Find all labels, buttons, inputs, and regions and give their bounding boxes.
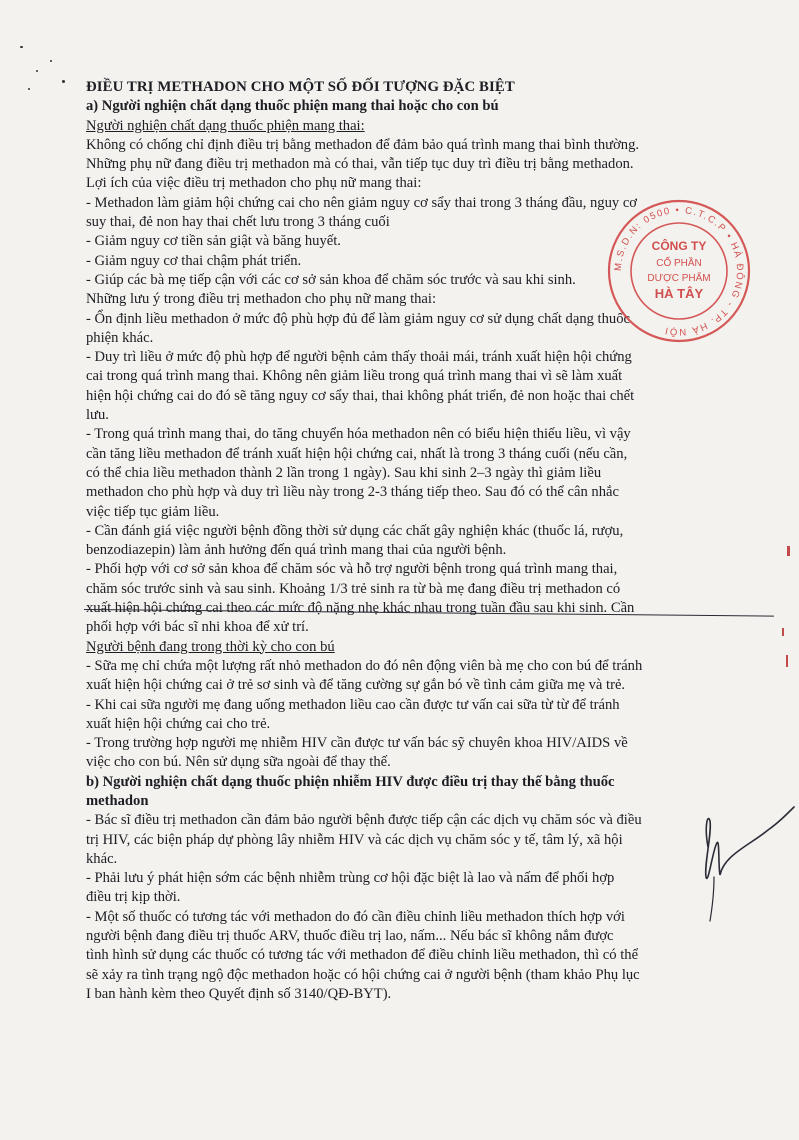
text-line: - Cần đánh giá việc người bệnh đồng thời sử dụng các chất gây nghiện khác (thuốc lá, rượu, — [86, 522, 624, 539]
seal-line-2: CỔ PHẦN — [656, 258, 702, 269]
text-line: xuất hiện hội chứng cai theo các mức độ nặng nhẹ khác nhau trong tuần đầu sau khi sinh. Cần — [86, 600, 635, 617]
section-a-subheading-pregnant: Người nghiện chất dạng thuốc phiện mang thai: — [86, 117, 365, 134]
section-a-subheading-breastfeeding: Người bệnh đang trong thời kỳ cho con bú — [86, 638, 335, 655]
text-line: Những phụ nữ đang điều trị methadon mà có thai, vẫn tiếp tục duy trì điều trị bằng methadon. — [86, 156, 634, 173]
svg-text:M.S.D.N: 0500 • C.T.C.P • HÀ Đ — [613, 205, 745, 337]
seal-ring-text: M.S.D.N: 0500 • C.T.C.P • HÀ ĐÔNG - TP. HÀ NỘI — [612, 204, 746, 338]
text-line: - Methadon làm giảm hội chứng cai cho nên giảm nguy cơ sẩy thai trong 3 tháng đầu, nguy cơ — [86, 194, 638, 211]
section-a-breastfeeding-text — [86, 657, 754, 773]
text-line: - Trong trường hợp người mẹ nhiễm HIV cần được tư vấn bác sỹ chuyên khoa HIV/AIDS về — [86, 735, 628, 752]
text-line: - Bác sĩ điều trị methadon cần đảm bảo người bệnh được tiếp cận các dịch vụ chăm sóc và điều — [86, 812, 642, 829]
document-title: ĐIỀU TRỊ METHADON CHO MỘT SỐ ĐỐI TƯỢNG ĐẶC BIỆT — [86, 79, 515, 95]
section-a-heading: a) Người nghiện chất dạng thuốc phiện mang thai hoặc cho con bú — [86, 98, 499, 115]
text-line: - Sữa mẹ chỉ chứa một lượng rất nhỏ methadon do đó nên động viên bà mẹ cho con bú để tránh — [86, 657, 643, 674]
text-line: xuất hiện hội chứng cai ở trẻ sơ sinh và để tăng cường sự gắn bó về tình cảm giữa mẹ và trẻ. — [86, 677, 626, 694]
seal-line-3: DƯỢC PHẨM — [647, 273, 711, 284]
text-line: - Khi cai sữa người mẹ đang uống methadon liều cao cần được tư vấn cai sữa từ từ để tránh — [86, 696, 620, 713]
text-line: - Ổn định liều methadon ở mức độ phù hợp đủ để làm giảm nguy cơ sử dụng chất dạng thuốc — [86, 310, 630, 327]
section-b-text — [86, 811, 754, 1004]
text-line: - Một số thuốc có tương tác với methadon do đó cần điều chỉnh liều methadon thích hợp với — [86, 908, 625, 925]
text-line: Không có chống chỉ định điều trị bằng methadon để đảm bảo quá trình mang thai bình thường. — [86, 136, 640, 153]
text-line: việc tiếp tục giảm liều. — [86, 503, 220, 520]
text-line: - Duy trì liều ở mức độ phù hợp để người bệnh cảm thấy thoải mái, tránh xuất hiện hội chứng — [86, 349, 632, 366]
text-line: - Giúp các bà mẹ tiếp cận với các cơ sở sản khoa để chăm sóc trước và sau khi sinh. — [86, 271, 576, 288]
text-line: trị HIV, các biện pháp dự phòng lây nhiễm HIV và các dịch vụ chăm sóc y tế, tâm lý, xã hội — [86, 831, 623, 848]
text-line: xuất hiện hội chứng cai cho trẻ. — [86, 715, 271, 732]
seal-line-1: CÔNG TY — [651, 239, 707, 253]
text-line: phối hợp với bác sĩ nhi khoa để xử trí. — [86, 619, 309, 636]
company-seal — [604, 196, 754, 346]
text-line: có thể chia liều methadon thành 2 lần trong 1 ngày). Sau khi sinh 2–3 ngày thì giảm liều — [86, 464, 602, 481]
margin-mark — [787, 546, 790, 556]
text-line: việc cho con bú. Nên sử dụng sữa ngoài để thay thế. — [86, 754, 391, 771]
scan-speck — [36, 70, 38, 72]
text-line: - Trong quá trình mang thai, do tăng chuyển hóa methadon nên có biểu hiện thiếu liều, vì vậy — [86, 426, 631, 443]
text-line: - Giảm nguy cơ tiền sản giật và băng huyết. — [86, 233, 341, 250]
text-line: I ban hành kèm theo Quyết định số 3140/QĐ-BYT). — [86, 985, 392, 1002]
scan-speck — [28, 88, 30, 90]
text-line: Những lưu ý trong điều trị methadon cho phụ nữ mang thai: — [86, 291, 437, 308]
text-line: khác. — [86, 850, 118, 867]
text-line: lưu. — [86, 407, 109, 424]
section-b-heading: b) Người nghiện chất dạng thuốc phiện nhiễm HIV được điều trị thay thế bằng thuốc — [86, 773, 615, 790]
seal-line-4: HÀ TÂY — [654, 286, 704, 301]
scan-speck — [20, 46, 23, 48]
text-line: methadon cho phù hợp và duy trì liều này trong 2-3 tháng tiếp theo. Sau đó có thể cân nhắc — [86, 484, 619, 501]
text-line: sẽ xảy ra tình trạng ngộ độc methadon hoặc có hội chứng cai ở người bệnh (tham khảo Phụ lục — [86, 966, 640, 983]
text-line: điều trị kịp thời. — [86, 889, 181, 906]
text-line: - Giảm nguy cơ thai chậm phát triển. — [86, 252, 302, 269]
text-line: benzodiazepin) làm ảnh hưởng đến quá trình mang thai của người bệnh. — [86, 542, 507, 559]
text-line: cai trong quá trình mang thai. Không nên giảm liều trong quá trình mang thai vì sẽ làm xuất — [86, 368, 623, 385]
margin-mark — [782, 628, 784, 636]
text-line: cần tăng liều methadon để tránh xuất hiện hội chứng cai, nhất là trong 3 tháng cuối (nếu cần, — [86, 445, 628, 462]
scan-speck — [62, 80, 65, 83]
scan-speck — [50, 60, 52, 62]
text-line: Lợi ích của việc điều trị methadon cho phụ nữ mang thai: — [86, 175, 422, 192]
text-line: phiện khác. — [86, 329, 154, 346]
text-line: - Phối hợp với cơ sở sản khoa để chăm sóc và hỗ trợ người bệnh trong quá trình mang thai, — [86, 561, 618, 578]
text-line: tình hình sử dụng các thuốc có tương tác với methadon để điều chỉnh liều methadon, thì có thể — [86, 947, 639, 964]
margin-mark — [786, 655, 788, 667]
handwritten-signature — [690, 785, 799, 925]
text-line: hiện hội chứng cai do đó sẽ tăng nguy cơ sẩy thai, thai không phát triển, đẻ non hoặc thai chết — [86, 387, 635, 404]
text-line: chăm sóc trước sinh và sau sinh. Khoảng 1/3 trẻ sinh ra từ bà mẹ đang điều trị methadon có — [86, 580, 621, 597]
text-line: suy thai, đẻ non hay thai chết lưu trong 3 tháng cuối — [86, 214, 390, 231]
text-line: - Phải lưu ý phát hiện sớm các bệnh nhiễm trùng cơ hội đặc biệt là lao và nấm để phối hợp — [86, 870, 615, 887]
text-line: người bệnh đang điều trị thuốc ARV, thuốc điều trị lao, nấm... Nếu bác sĩ không nắm được — [86, 928, 614, 945]
section-b-heading-cont: methadon — [86, 792, 149, 809]
